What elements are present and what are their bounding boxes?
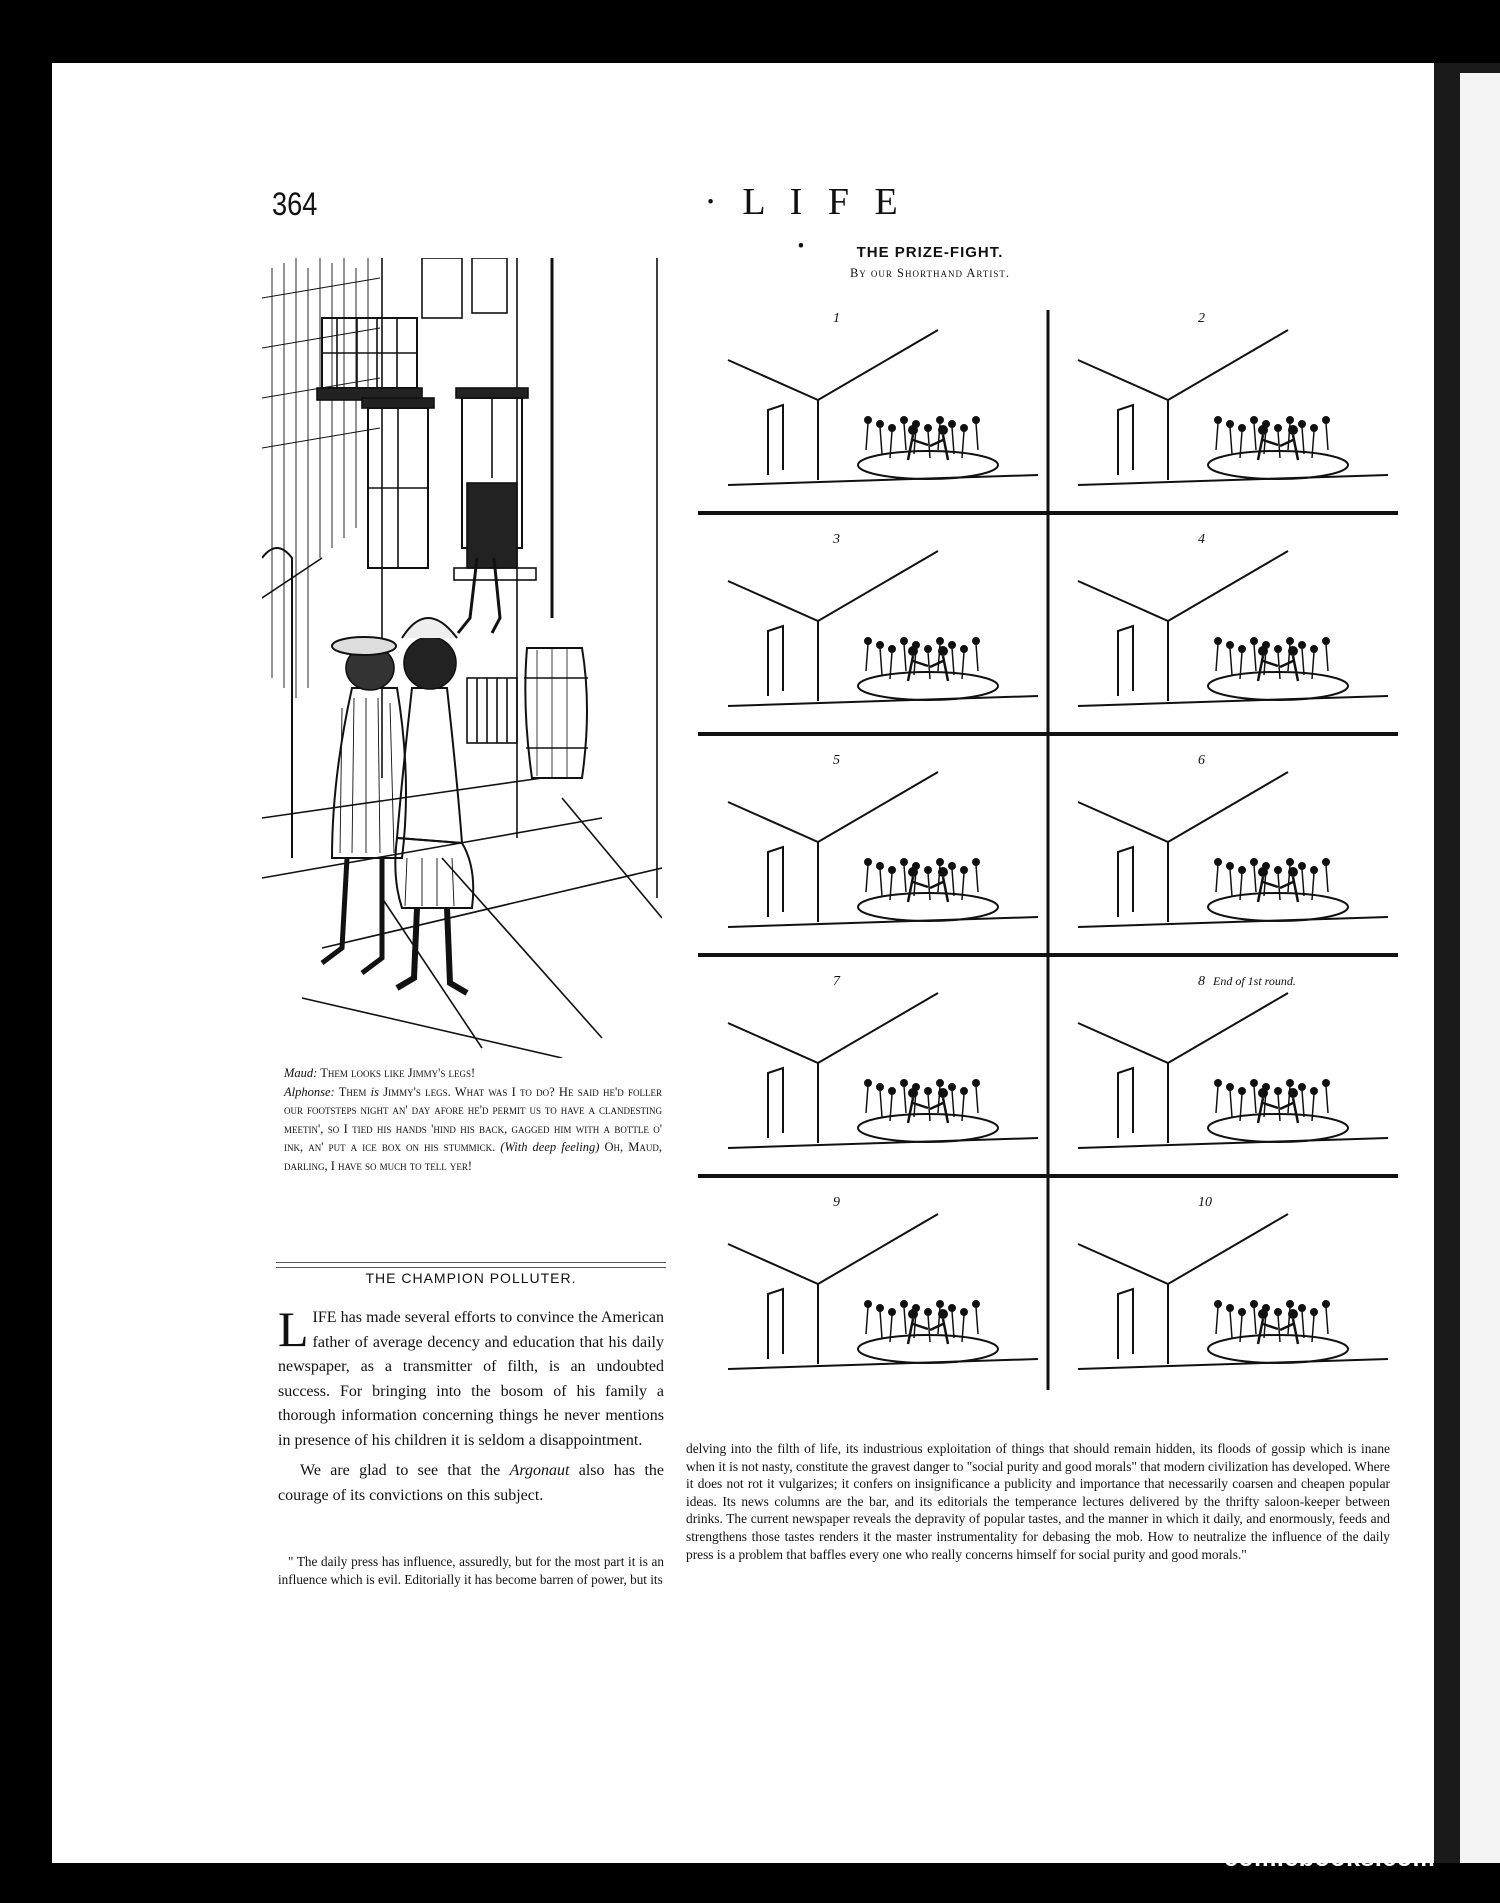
watermark: comicbooks.com [1224, 1844, 1436, 1872]
fight-panel-10 [1078, 1195, 1388, 1369]
speaker-alphonse: Alphonse: [284, 1084, 335, 1099]
para-2-em: Argonaut [509, 1462, 570, 1479]
prize-fight-byline: By our Shorthand Artist. [849, 266, 1011, 280]
fight-panel-6 [1078, 753, 1388, 927]
para-1-text: IFE has made several efforts to convince the American father of average decency and education that his daily newspaper, as a transmitter of filth, is an undoubted success. For bringing into the bosom of his family a thorough information concerning things he never mentions in presence of his children it is seldom a disappointment. [278, 1309, 664, 1449]
panel-number: 5 [833, 753, 840, 768]
page-number: 364 [272, 186, 318, 222]
article-quote-right: delving into the filth of life, its industrious exploitation of things that should remain hidden, its floods of gossip which is inane when it is not nasty, constitute the gravest danger to "social purity and good morals" that modern civilization has developed. Where it does not rot it vulgarizes; it confers on insignificance a publicity and importance that necessarily coarsen and cheapen popular ideas. Its news columns are the bar, and its editorials the temperance lectures delivered by the thrifty saloon-keeper between drinks. The current newspaper reveals the depravity of popular tastes, and the manner in which it daily, and enormously, feeds and strengthens those tastes renders it the master instrumentality for debasing the mob. How to neutralize the influence of the daily press is a problem that baffles every one who really concerns himself for social purity and good morals." [686, 1441, 1390, 1562]
section-divider [276, 1262, 666, 1268]
caption-alphonse-c: Oh, Maud, darling, I have so much to tell yer! [284, 1140, 663, 1173]
drop-cap: L [278, 1301, 309, 1357]
fight-panel-5 [728, 753, 1038, 927]
panel-number: 3 [833, 532, 840, 547]
panel-number: 10 [1198, 1195, 1212, 1210]
fight-panel-2 [1078, 311, 1388, 485]
fight-panel-9 [728, 1195, 1038, 1369]
caption-line-alphonse [284, 1083, 662, 1176]
panel-number: 1 [833, 311, 840, 326]
fight-panel-3 [728, 532, 1038, 706]
panel-number: 6 [1198, 753, 1205, 768]
caption-alphonse-b: Jimmy's legs. What was I to do? He said he'd foller our footsteps night an' day afore he'd permit us to have a clandesting meetin', so I tied his hands 'hind his back, gagged him with a bottle o' ink, an' put a ice box on his stummick. [284, 1084, 662, 1154]
caption-alphonse-em: is [370, 1084, 379, 1099]
fight-panel-7 [728, 974, 1038, 1148]
caption-maud-text: Them looks like Jimmy's legs! [317, 1066, 476, 1080]
article-para-2 [278, 1459, 664, 1508]
panel-note: End of 1st round. [1213, 974, 1296, 988]
cartoon-caption [284, 1064, 662, 1175]
caption-alphonse-a: Them [334, 1084, 371, 1099]
article-quote-left [278, 1553, 664, 1588]
article-title: THE CHAMPION POLLUTER. [365, 1270, 577, 1286]
alley-cartoon-illustration [262, 258, 662, 1058]
panel-number: 9 [833, 1195, 840, 1210]
para-2-b: also has the courage of its convictions on this subject. [278, 1462, 664, 1504]
prize-fight-title: THE PRIZE-FIGHT. [856, 244, 1004, 261]
article-body [278, 1301, 664, 1514]
panel-number: 4 [1198, 532, 1205, 547]
fight-panel-1 [728, 311, 1038, 485]
quote-left-text: " The daily press has influence, assuredly, but for the most part it is an influence which is evil. Editorially it has become barren of power, but its [278, 1554, 664, 1587]
fight-panel-8 [1078, 974, 1388, 1148]
para-2-a: We are glad to see that the [300, 1462, 510, 1479]
panel-number: 2 [1198, 311, 1205, 326]
fight-panel-4 [1078, 532, 1388, 706]
speaker-maud: Maud: [284, 1066, 318, 1080]
article-para-1 [278, 1301, 664, 1453]
panel-number: 8 [1198, 974, 1205, 989]
prize-fight-comic-strip [698, 300, 1398, 1395]
masthead: · L I F E · [704, 181, 906, 267]
next-page-edge [1434, 63, 1500, 1863]
caption-line-maud [284, 1064, 662, 1083]
caption-stage-direction: (With deep feeling) [500, 1140, 600, 1154]
panel-number: 7 [833, 974, 840, 989]
